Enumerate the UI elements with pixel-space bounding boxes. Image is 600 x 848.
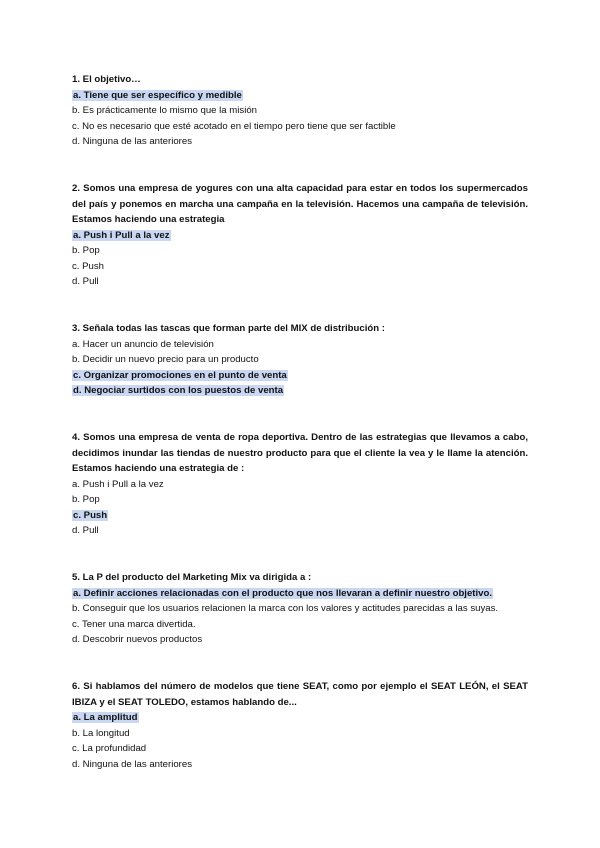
answer-option[interactable]: a. Push i Pull a la vez <box>72 478 164 490</box>
question-1 <box>72 72 528 150</box>
correct-answer: a. Definir acciones relacionadas con el producto que nos llevaran a definir nuestro objetivo. <box>73 587 493 599</box>
answer-option[interactable]: d. Ninguna de las anteriores <box>72 136 192 147</box>
answer-option[interactable]: c. No es necesario que esté acotado en el tiempo pero tiene que ser factible <box>72 120 396 132</box>
question-stem: 5. La P del producto del Marketing Mix va dirigida a : <box>72 572 312 583</box>
answer-option[interactable]: b. Es prácticamente lo mismo que la misión <box>72 105 258 116</box>
answer-option[interactable]: d. Pull <box>72 525 99 536</box>
question-stem: 4. Somos una empresa de venta de ropa deportiva. Dentro de las estrategias que llevamos a cabo, decidimos inundar las tiendas de nuestro producto para que el cliente la vea y le llame la atención. Estamos haciendo una estrategia de : <box>72 432 528 474</box>
answer-option[interactable] <box>72 368 528 384</box>
question-5 <box>72 570 528 648</box>
answer-option[interactable]: b. Conseguir que los usuarios relacionen la marca con los valores y actitudes parecidas a las suyas. <box>72 603 499 614</box>
correct-answer: a. Tiene que ser específico y medible <box>73 89 242 101</box>
answer-option[interactable]: b. La longitud <box>72 727 130 739</box>
question-stem: 2. Somos una empresa de yogures con una alta capacidad para estar en todos los supermercados del país y ponemos en marcha una campaña en la televisión. Hacemos una campaña de televisión. Estamos haciendo una estrategia <box>72 183 528 225</box>
question-6 <box>72 679 528 772</box>
answer-option[interactable] <box>72 88 528 104</box>
correct-answer: d. Negociar surtidos con los puestos de venta <box>73 385 284 396</box>
answer-option[interactable]: c. Push <box>72 260 104 272</box>
correct-answer: a. La amplitud <box>73 712 138 723</box>
answer-option[interactable] <box>72 383 528 399</box>
correct-answer: a. Push i Pull a la vez <box>73 229 170 241</box>
question-stem: 1. El objetivo… <box>72 74 141 85</box>
question-4 <box>72 430 528 539</box>
answer-option[interactable]: b. Pop <box>72 245 100 256</box>
answer-option[interactable] <box>72 228 528 244</box>
answer-option[interactable]: b. Decidir un nuevo precio para un producto <box>72 354 259 365</box>
correct-answer: c. Organizar promociones en el punto de venta <box>73 369 287 381</box>
answer-option[interactable]: d. Pull <box>72 276 99 287</box>
answer-option[interactable]: d. Descobrir nuevos productos <box>72 634 203 645</box>
question-2 <box>72 181 528 290</box>
question-stem: 6. Si hablamos del número de modelos que tiene SEAT, como por ejemplo el SEAT LEÓN, el SEAT IBIZA y el SEAT TOLEDO, estamos hablando de... <box>72 681 528 708</box>
correct-answer: c. Push <box>73 509 108 521</box>
answer-option[interactable]: b. Pop <box>72 494 100 505</box>
answer-option[interactable]: c. Tener una marca divertida. <box>72 618 196 630</box>
question-3 <box>72 321 528 399</box>
answer-option[interactable]: a. Hacer un anuncio de televisión <box>72 338 214 350</box>
answer-option[interactable]: d. Ninguna de las anteriores <box>72 758 192 770</box>
answer-option[interactable] <box>72 508 528 524</box>
answer-option[interactable] <box>72 710 528 726</box>
answer-option[interactable]: c. La profundidad <box>72 743 147 754</box>
question-stem: 3. Señala todas las tascas que forman parte del MIX de distribución : <box>72 323 385 334</box>
answer-option[interactable] <box>72 586 528 602</box>
